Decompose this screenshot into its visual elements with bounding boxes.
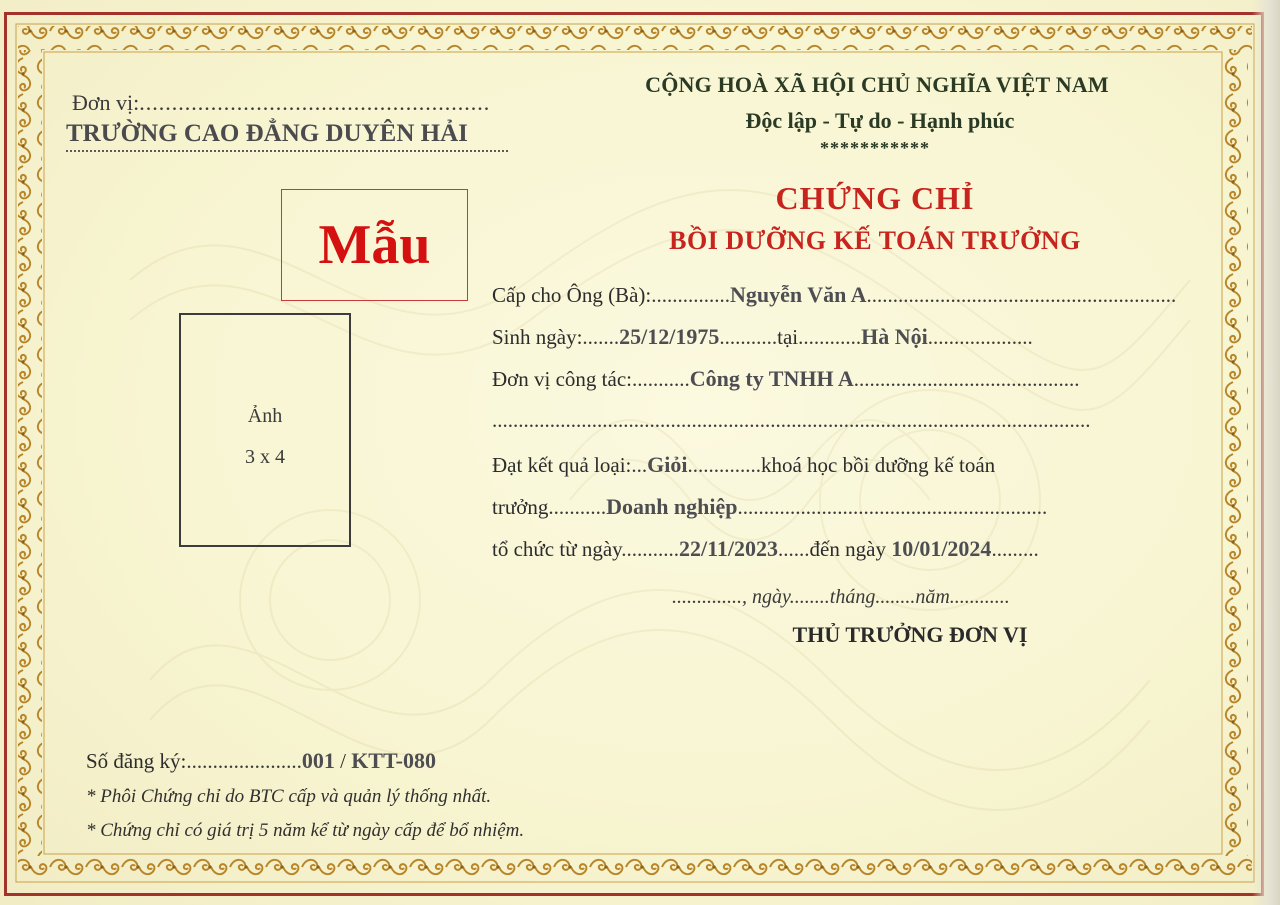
field-workplace [492, 366, 1132, 396]
signer-title: THỦ TRƯỞNG ĐƠN VỊ [792, 622, 1028, 647]
dots: ...... [778, 537, 810, 561]
issued-to-label: Cấp cho Ông (Bà): [492, 283, 652, 307]
type-value: Doanh nghiệp [606, 494, 738, 519]
note-item: * Phôi Chứng chỉ do BTC cấp và quản lý thống nhất. [86, 786, 492, 807]
type-label: trưởng [492, 495, 549, 519]
dots: ... [631, 453, 648, 477]
photo-placeholder [179, 313, 351, 547]
national-title: CỘNG HOÀ XÃ HỘI CHỦ NGHĨA VIỆT NAM [645, 72, 1109, 97]
from-label: tổ chức từ ngày [492, 537, 622, 561]
dots: ............ [798, 325, 862, 349]
dots: ........... [632, 367, 690, 391]
result-label: Đạt kết quả loại: [492, 453, 632, 477]
sample-stamp-text: Mẫu [318, 214, 431, 276]
note-item: * Chứng chỉ có giá trị 5 năm kể từ ngày cấp để bổ nhiệm. [86, 820, 525, 841]
dob-label: Sinh ngày: [492, 325, 583, 349]
unit-label-line [72, 90, 490, 116]
certificate-subtitle: BỒI DƯỠNG KẾ TOÁN TRƯỞNG [669, 226, 1081, 255]
dots: ......... [991, 537, 1039, 561]
dots: ........................................................... [737, 495, 1048, 519]
unit-dots: ...................................................... [139, 90, 491, 115]
registration-separator: / [340, 749, 346, 773]
place-label: tại [777, 325, 799, 349]
motto-stars: *********** [820, 138, 930, 158]
registration-code: KTT-080 [351, 748, 436, 773]
field-issued-to [492, 282, 1177, 312]
dots: .................... [927, 325, 1033, 349]
workplace-label: Đơn vị công tác: [492, 367, 632, 391]
dots: ........... [719, 325, 778, 349]
place-value: Hà Nội [861, 324, 928, 349]
dots: ........................................... [853, 367, 1080, 391]
dots: ............... [651, 283, 730, 307]
to-label: đến ngày [809, 537, 886, 561]
field-dob-place [492, 324, 1132, 354]
unit-label: Đơn vị: [72, 90, 140, 115]
photo-label: Ảnh [247, 405, 283, 427]
school-name: TRƯỜNG CAO ĐẲNG DUYÊN HẢI [66, 120, 508, 152]
dots: ........................................................... [866, 283, 1177, 307]
to-value: 10/01/2024 [891, 536, 992, 561]
registration-label: Số đăng ký: [86, 749, 187, 773]
certificate-title: CHỨNG CHỈ [775, 180, 975, 216]
dots: ....... [582, 325, 620, 349]
field-course-dates [492, 536, 1132, 566]
national-motto: Độc lập - Tự do - Hạnh phúc [745, 108, 1015, 133]
issued-to-value: Nguyễn Văn A [729, 282, 867, 307]
blank-dots: .................................................................................................................. [492, 408, 1091, 432]
registration-number: 001 [301, 748, 335, 773]
field-result [492, 452, 1132, 482]
dots: ........... [548, 495, 607, 519]
sample-stamp [281, 189, 468, 301]
photo-size: 3 x 4 [245, 446, 285, 468]
dob-value: 25/12/1975 [619, 324, 720, 349]
dots: .............. [687, 453, 761, 477]
signature-date-line: .............., ngày........tháng........năm............ [672, 586, 1010, 608]
course-text: khoá học bồi dưỡng kế toán [760, 453, 996, 477]
dots: ...................... [186, 749, 302, 773]
result-value: Giỏi [647, 452, 688, 477]
registration-line [86, 748, 436, 774]
from-value: 22/11/2023 [679, 536, 779, 561]
dots: ........... [621, 537, 680, 561]
field-blank-line [492, 408, 1132, 438]
page-edge-shadow [1252, 0, 1280, 905]
field-enterprise-type [492, 494, 1132, 524]
workplace-value: Công ty TNHH A [689, 366, 854, 391]
